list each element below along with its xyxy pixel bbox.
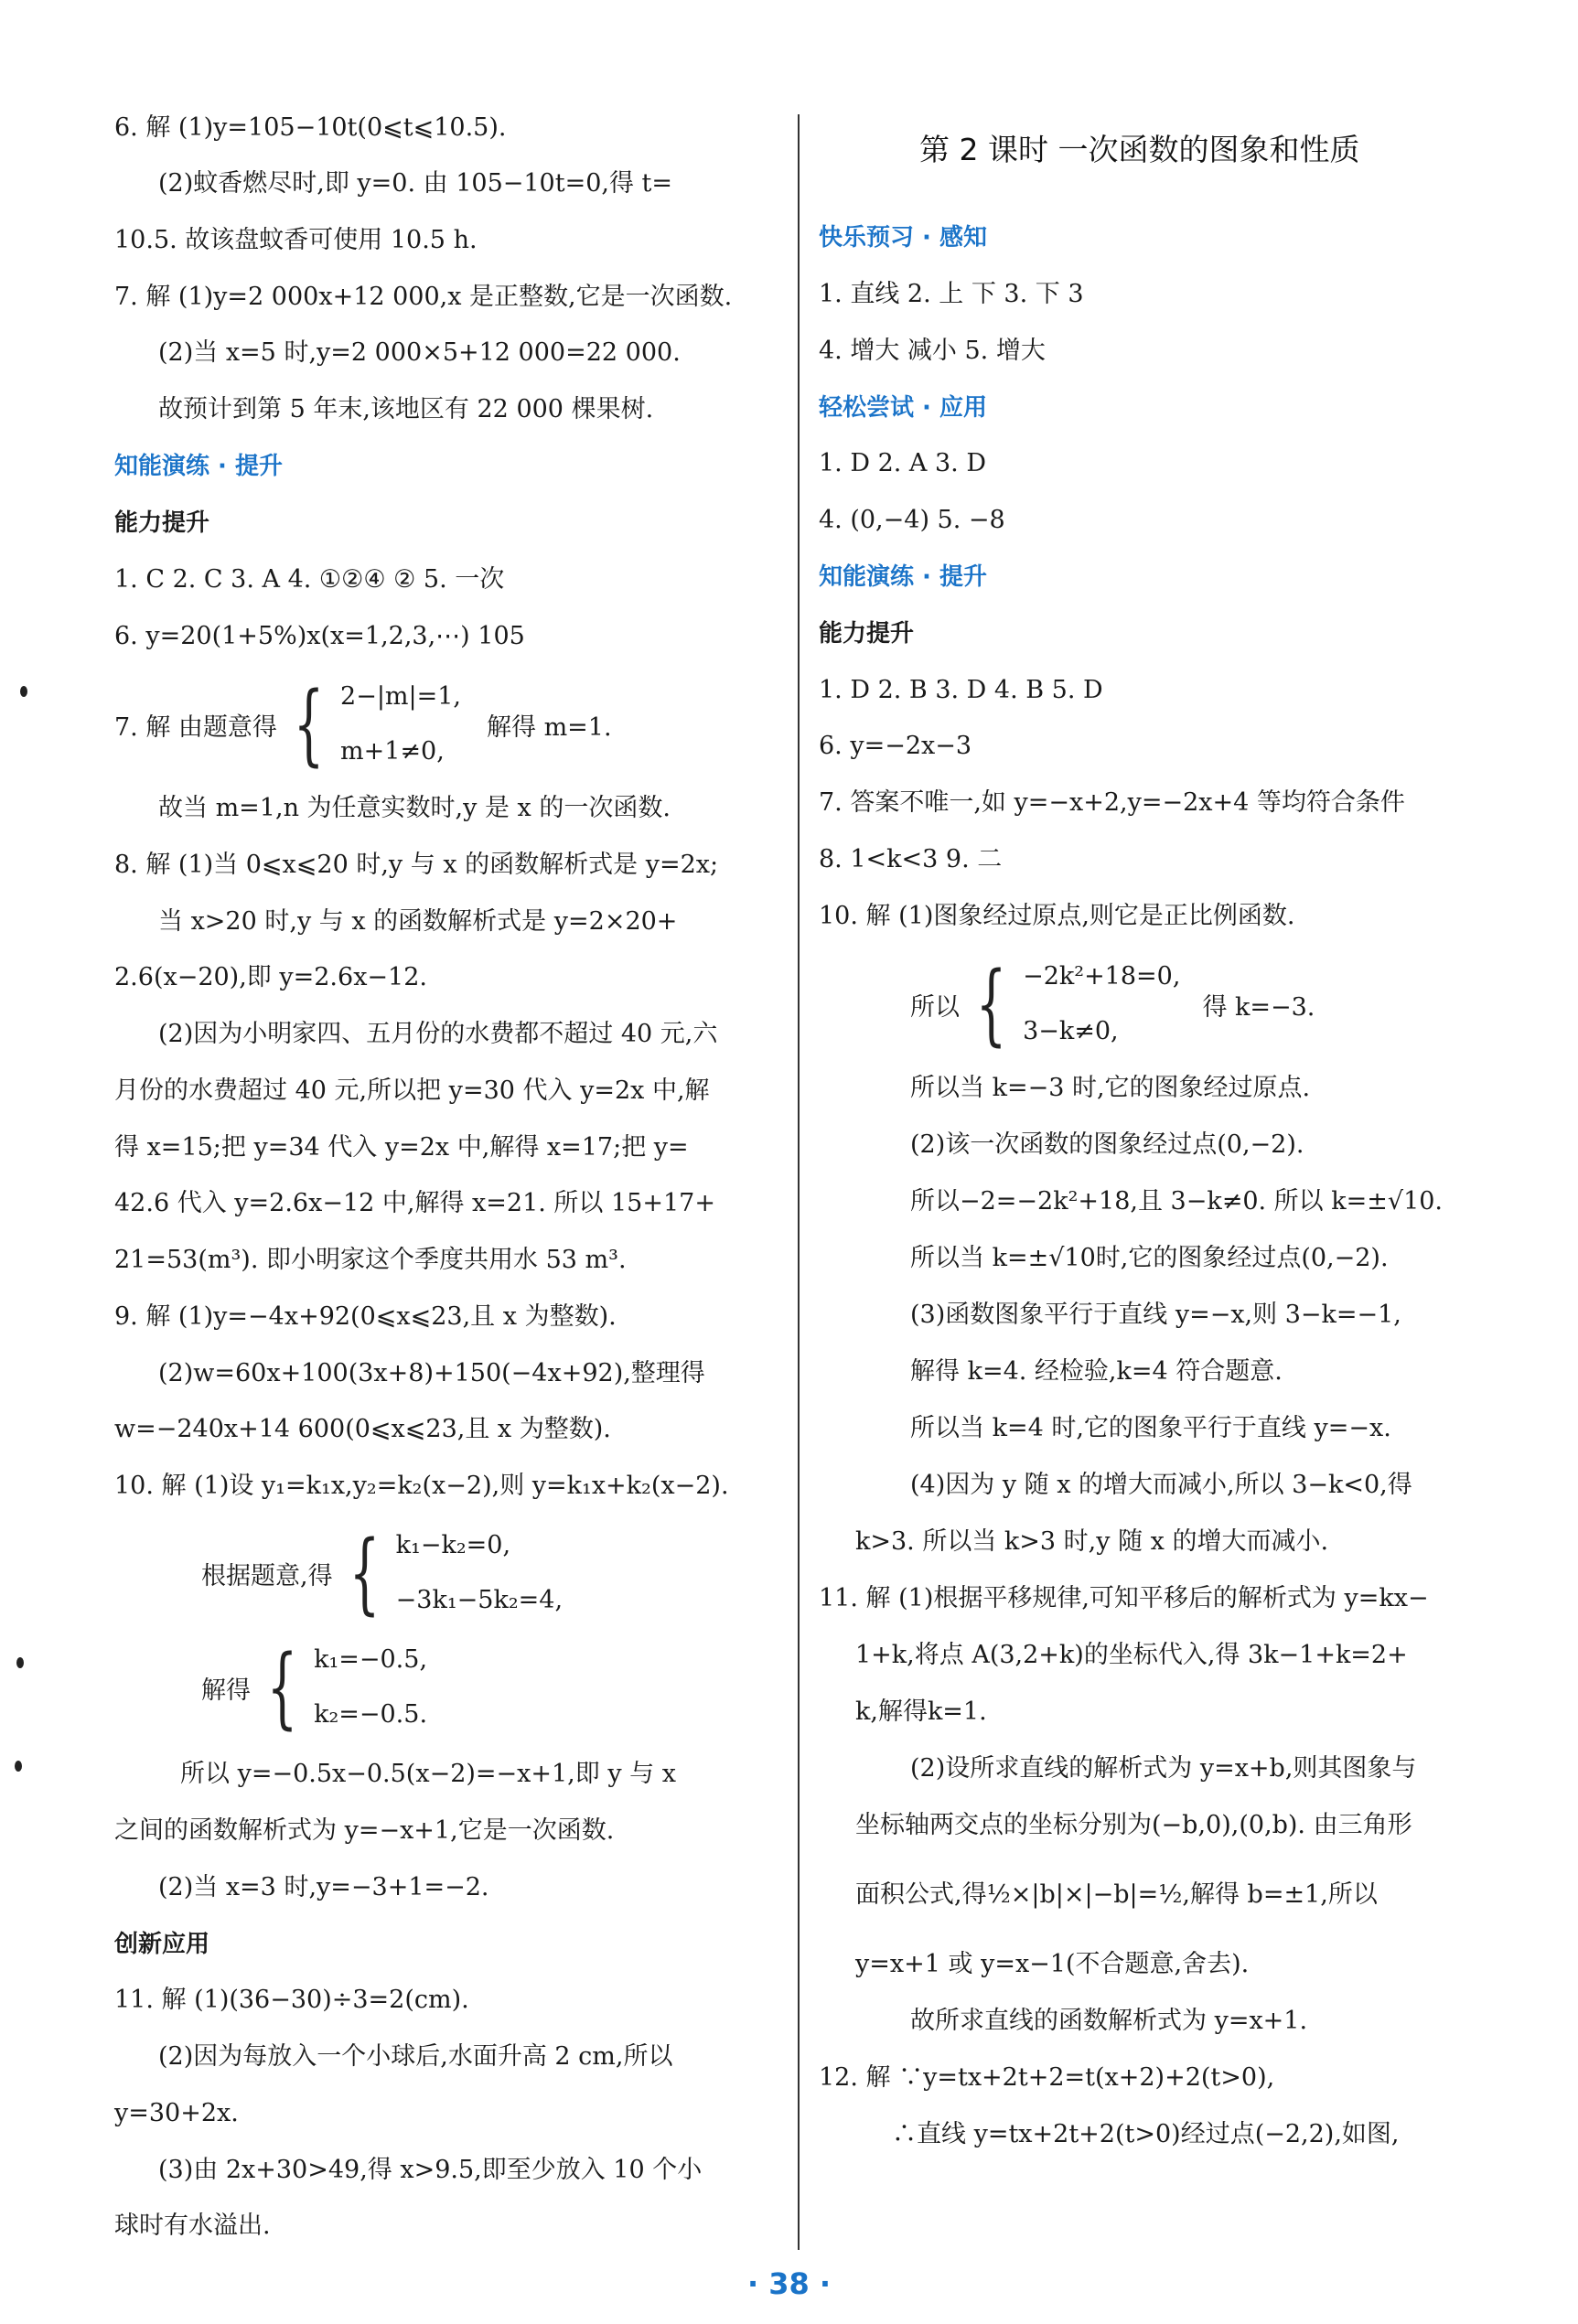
answer-line: 6. y=20(1+5%)x(x=1,2,3,⋯) 105 [114,622,525,650]
text-line: 解得 k=4. 经检验,k=4 符合题意. [910,1357,1283,1386]
answer-line: 4. 增大 减小 5. 增大 [819,337,1046,365]
equation-system [201,1518,563,1628]
text-line: 所以−2=−2k²+18,且 3−k≠0. 所以 k=±√10. [910,1187,1444,1216]
scan-mark [20,686,27,697]
column-divider [798,114,800,2250]
section-heading: 知能演练 · 提升 [819,563,987,591]
system-row: k₂=−0.5. [314,1700,428,1729]
brace-symbol: { [293,673,325,776]
text-line: 8. 解 (1)当 0⩽x⩽20 时,y 与 x 的函数解析式是 y=2x; [114,851,719,879]
equation-system [114,669,612,779]
text-line: (4)因为 y 随 x 的增大而减小,所以 3−k<0,得 [910,1471,1412,1499]
text-line: 所以当 k=4 时,它的图象平行于直线 y=−x. [910,1414,1391,1442]
text-line: (2)w=60x+100(3x+8)+150(−4x+92),整理得 [158,1359,705,1387]
answer-line: 8. 1<k<3 9. 二 [819,845,1003,873]
text-line: (2)蚊香燃尽时,即 y=0. 由 105−10t=0,得 t= [158,169,673,198]
equation-system [910,949,1315,1059]
text-line: w=−240x+14 600(0⩽x⩽23,且 x 为整数). [114,1415,611,1443]
text-line: 故预计到第 5 年末,该地区有 22 000 棵果树. [158,395,654,423]
text-line: 月份的水费超过 40 元,所以把 y=30 代入 y=2x 中,解 [114,1076,710,1105]
system-row: k₁=−0.5, [314,1645,428,1674]
lesson-title: 第 2 课时 一次函数的图象和性质 [919,132,1360,167]
page-number: · 38 · [746,2266,832,2301]
answer-line: 7. 答案不唯一,如 y=−x+2,y=−2x+4 等均符合条件 [819,788,1405,817]
section-heading: 快乐预习 · 感知 [819,224,987,252]
text-line: (2)当 x=5 时,y=2 000×5+12 000=22 000. [158,338,681,367]
text-line: 10. 解 (1)设 y₁=k₁x,y₂=k₂(x−2),则 y=k₁x+k₂(x−2). [114,1472,729,1500]
scan-mark [16,1657,24,1668]
text-line: 9. 解 (1)y=−4x+92(0⩽x⩽23,且 x 为整数). [114,1302,617,1331]
answer-line: 1. D 2. B 3. D 4. B 5. D [819,676,1103,704]
text-line: 故所求直线的函数解析式为 y=x+1. [910,2007,1308,2035]
text-line: 11. 解 (1)(36−30)÷3=2(cm). [114,1986,469,2014]
subsection-heading: 能力提升 [114,509,210,537]
answer-line: 1. 直线 2. 上 下 3. 下 3 [819,280,1084,308]
system-prefix: 根据题意,得 [201,1561,333,1590]
text-line: (2)因为小明家四、五月份的水费都不超过 40 元,六 [158,1020,718,1048]
text-line: y=30+2x. [114,2099,239,2127]
answer-line: 1. C 2. C 3. A 4. ①②④ ② 5. 一次 [114,565,505,594]
text-line: 球时有水溢出. [114,2212,271,2240]
system-prefix: 所以 [910,992,960,1022]
text-line: k>3. 所以当 k>3 时,y 随 x 的增大而减小. [855,1527,1329,1556]
text-line: k,解得k=1. [855,1697,987,1726]
text-line: 2.6(x−20),即 y=2.6x−12. [114,963,427,991]
text-line: (2)设所求直线的解析式为 y=x+b,则其图象与 [910,1754,1417,1783]
text-line: 所以当 k=−3 时,它的图象经过原点. [910,1074,1311,1102]
text-line: 7. 解 (1)y=2 000x+12 000,x 是正整数,它是一次函数. [114,283,733,311]
text-line: 1+k,将点 A(3,2+k)的坐标代入,得 3k−1+k=2+ [855,1641,1408,1669]
text-line: 10.5. 故该盘蚊香可使用 10.5 h. [114,226,478,254]
system-row: 2−|m|=1, [340,682,461,711]
system-prefix: 解得 [201,1676,251,1705]
text-line: (2)该一次函数的图象经过点(0,−2). [910,1130,1304,1159]
answer-line: 1. D 2. A 3. D [819,449,986,477]
text-line: (2)因为每放入一个小球后,水面升高 2 cm,所以 [158,2042,673,2071]
section-heading: 知能演练 · 提升 [114,453,283,480]
text-line: ∴直线 y=tx+2t+2(t>0)经过点(−2,2),如图, [892,2120,1400,2148]
system-prefix: 7. 解 由题意得 [114,712,277,742]
answer-line: 6. y=−2x−3 [819,732,972,760]
text-line: 面积公式,得½×|b|×|−b|=½,解得 b=±1,所以 [855,1880,1378,1909]
text-line: (3)函数图象平行于直线 y=−x,则 3−k=−1, [910,1301,1401,1329]
text-line: 所以当 k=±√10时,它的图象经过点(0,−2). [910,1244,1389,1272]
scan-mark [15,1761,22,1772]
text-line: 11. 解 (1)根据平移规律,可知平移后的解析式为 y=kx− [819,1584,1429,1612]
subsection-heading: 能力提升 [819,620,915,648]
system-row: 3−k≠0, [1023,1017,1119,1045]
text-line: 故当 m=1,n 为任意实数时,y 是 x 的一次函数. [158,794,671,822]
system-suffix: 解得 m=1. [487,712,612,742]
text-line: y=x+1 或 y=x−1(不合题意,舍去). [855,1950,1250,1978]
brace-symbol: { [349,1522,380,1624]
text-line: 42.6 代入 y=2.6x−12 中,解得 x=21. 所以 15+17+ [114,1189,715,1217]
text-line: (2)当 x=3 时,y=−3+1=−2. [158,1873,489,1901]
text-line: 所以 y=−0.5x−0.5(x−2)=−x+1,即 y 与 x [180,1760,676,1788]
answer-line: 4. (0,−4) 5. −8 [819,506,1005,534]
text-line: 6. 解 (1)y=105−10t(0⩽t⩽10.5). [114,113,507,142]
text-line: 当 x>20 时,y 与 x 的函数解析式是 y=2×20+ [158,907,678,936]
text-line: 得 x=15;把 y=34 代入 y=2x 中,解得 x=17;把 y= [114,1133,689,1162]
equation-system [201,1633,427,1742]
brace-symbol: { [975,953,1007,1055]
system-row: m+1≠0, [340,737,445,766]
system-row: −3k₁−5k₂=4, [395,1586,564,1614]
section-heading: 轻松尝试 · 应用 [819,394,987,422]
text-line: 12. 解 ∵y=tx+2t+2=t(x+2)+2(t>0), [819,2063,1275,2092]
system-row: −2k²+18=0, [1023,962,1181,991]
text-line: 坐标轴两交点的坐标分别为(−b,0),(0,b). 由三角形 [855,1811,1412,1839]
system-suffix: 得 k=−3. [1202,992,1315,1022]
text-line: (3)由 2x+30>49,得 x>9.5,即至少放入 10 个小 [158,2156,703,2184]
text-line: 21=53(m³). 即小明家这个季度共用水 53 m³. [114,1246,627,1274]
subsection-heading: 创新应用 [114,1931,210,1958]
system-row: k₁−k₂=0, [395,1531,511,1559]
text-line: 之间的函数解析式为 y=−x+1,它是一次函数. [114,1816,615,1845]
brace-symbol: { [266,1636,298,1739]
text-line: 10. 解 (1)图象经过原点,则它是正比例函数. [819,902,1295,930]
